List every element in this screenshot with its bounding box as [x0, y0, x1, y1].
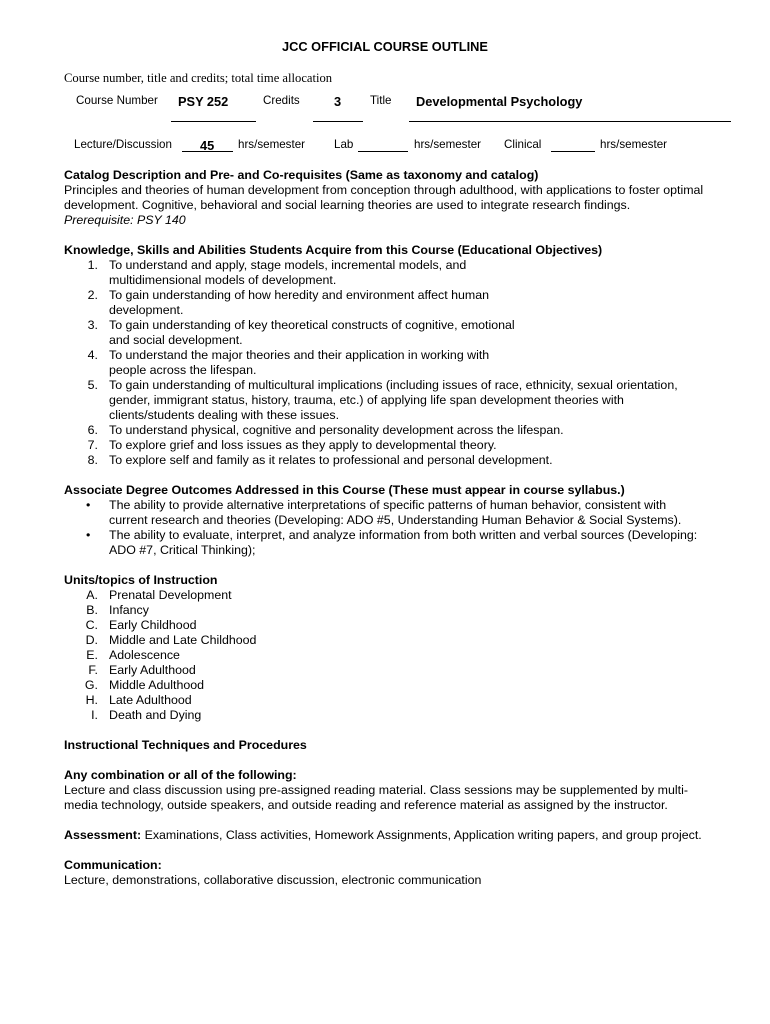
- list-item: F. Early Adulthood: [88, 663, 196, 677]
- catalog-section: [64, 168, 714, 228]
- outcomes-list: [64, 498, 714, 558]
- credits-underline: [313, 121, 363, 122]
- units-heading: Units/topics of Instruction: [64, 573, 218, 587]
- list-item: 4. To understand the major theories and their application in working with people across the lifespan.: [87, 348, 490, 377]
- prerequisite-text: Prerequisite: PSY 140: [64, 213, 186, 227]
- catalog-heading: Catalog Description and Pre- and Co-requisites (Same as taxonomy and catalog): [64, 168, 539, 182]
- list-item: B. Infancy: [86, 603, 149, 617]
- list-item: 2. To gain understanding of how heredity and environment affect human development.: [87, 288, 490, 317]
- catalog-description: Principles and theories of human development from conception through adulthood, with applications to foster optimal development. Cognitive, behavioral and social learning theories are used to integrate research findings.: [64, 183, 704, 212]
- list-item: E. Adolescence: [86, 648, 180, 662]
- title-label: Title: [370, 94, 392, 107]
- list-item: 3. To gain understanding of key theoretical constructs of cognitive, emotional and social development.: [87, 318, 515, 347]
- list-item: H. Late Adulthood: [85, 693, 192, 707]
- course-number-underline: [171, 121, 256, 122]
- units-section: [64, 573, 714, 723]
- outline-body: [64, 168, 714, 888]
- assessment-label: Assessment:: [64, 828, 142, 842]
- lecture-underline: [182, 151, 233, 152]
- lecture-unit: hrs/semester: [238, 138, 306, 151]
- list-item: 8. To explore self and family as it relates to professional and personal development.: [87, 453, 553, 467]
- bullet-icon: •: [86, 498, 91, 512]
- course-number-label: Course Number: [76, 94, 158, 107]
- techniques-section: [64, 738, 714, 813]
- communication-text: Lecture, demonstrations, collaborative discussion, electronic communication: [64, 873, 482, 887]
- credits-label: Credits: [263, 94, 300, 107]
- objectives-section: [64, 243, 714, 468]
- outcomes-section: [64, 483, 714, 558]
- objectives-heading: Knowledge, Skills and Abilities Students Acquire from this Course (Educational Objectives): [64, 243, 603, 257]
- techniques-text: Lecture and class discussion using pre-assigned reading material. Class sessions may be supplemented by multi-media technology, outside speakers, and outside reading and reference material as assigned by the instructor.: [64, 783, 688, 812]
- lecture-hours-value: 45: [200, 138, 215, 153]
- lab-label: Lab: [334, 138, 354, 151]
- communication-heading: Communication:: [64, 858, 162, 872]
- list-item: 1. To understand and apply, stage models, incremental models, and multidimensional models of development.: [87, 258, 467, 287]
- clinical-unit: hrs/semester: [600, 138, 668, 151]
- list-item: I. Death and Dying: [91, 708, 202, 722]
- list-item: • The ability to evaluate, interpret, and analyze information from both written and verbal sources (Developing: ADO #7, Critical Thinking);: [86, 528, 698, 557]
- assessment-text: Examinations, Class activities, Homework Assignments, Application writing papers, and group project.: [141, 828, 702, 842]
- course-title-value: Developmental Psychology: [416, 94, 583, 109]
- list-item: 5. To gain understanding of multicultural implications (including issues of race, ethnicity, sexual orientation, gender, immigrant status, history, trauma, etc.) of applying life span development theories with clients/students dealing with these issues.: [87, 378, 678, 422]
- course-title-underline: [409, 121, 731, 122]
- list-item: 7. To explore grief and loss issues as they apply to developmental theory.: [87, 438, 497, 452]
- list-item: D. Middle and Late Childhood: [85, 633, 257, 647]
- lecture-label: Lecture/Discussion: [74, 138, 172, 151]
- list-item: G. Middle Adulthood: [84, 678, 205, 692]
- objectives-list: [64, 258, 714, 468]
- communication-section: [64, 858, 714, 888]
- list-item: • The ability to provide alternative interpretations of specific patterns of human behavior, consistent with current research and theories (Developing: ADO #5, Understanding Human Behavior & Social Systems).: [86, 498, 682, 527]
- allocation-subtitle: Course number, title and credits; total time allocation: [64, 71, 333, 85]
- lab-unit: hrs/semester: [414, 138, 482, 151]
- credits-value: 3: [334, 94, 342, 109]
- clinical-label: Clinical: [504, 138, 542, 151]
- units-list: [64, 588, 714, 723]
- techniques-heading: Instructional Techniques and Procedures: [64, 738, 307, 752]
- assessment-section: [64, 828, 714, 843]
- list-item: A. Prenatal Development: [86, 588, 232, 602]
- techniques-subheading: Any combination or all of the following:: [64, 768, 297, 782]
- list-item: C. Early Childhood: [85, 618, 197, 632]
- bullet-icon: •: [86, 528, 91, 542]
- lab-underline: [358, 151, 408, 152]
- document-title: JCC OFFICIAL COURSE OUTLINE: [282, 39, 488, 54]
- clinical-underline: [551, 151, 595, 152]
- list-item: 6. To understand physical, cognitive and personality development across the lifespan.: [87, 423, 564, 437]
- outcomes-heading: Associate Degree Outcomes Addressed in this Course (These must appear in course syllabus.): [64, 483, 625, 497]
- course-number-value: PSY 252: [178, 94, 229, 109]
